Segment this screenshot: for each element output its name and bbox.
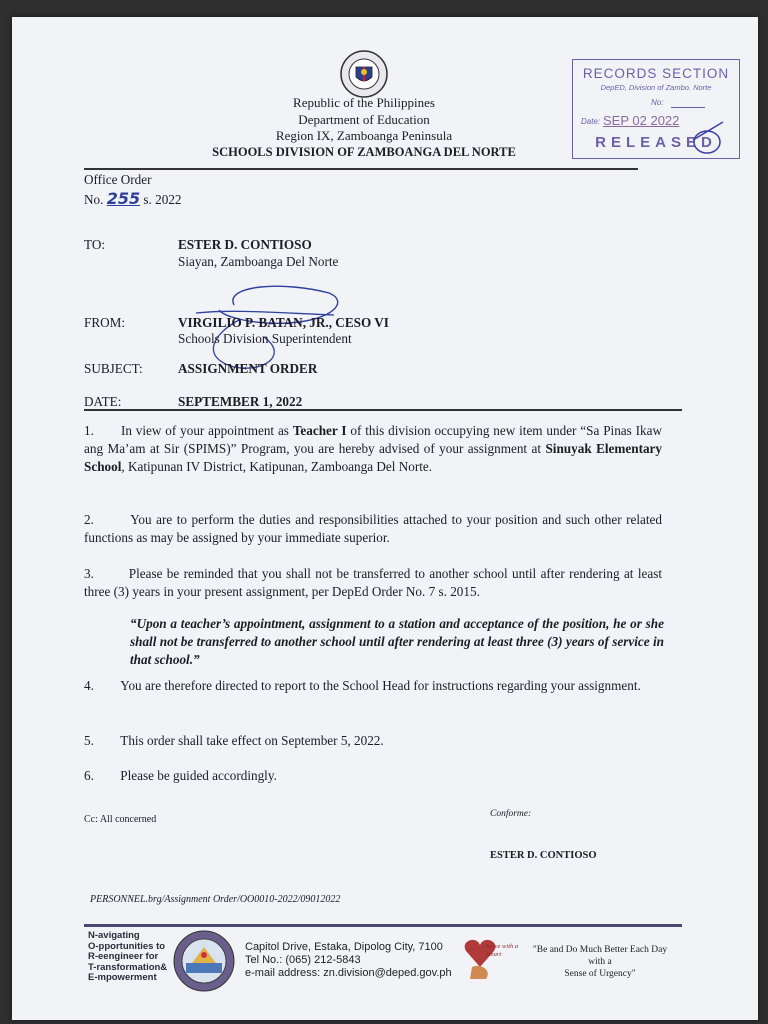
subject-label: SUBJECT: [84, 361, 143, 376]
p1-school: Sinuyak Elementary School [84, 441, 662, 474]
from-label: FROM: [84, 315, 126, 330]
p1-text-c: of this division occupying new item under “Sa Pinas Ikaw ang Ma’am at Sir (SPIMS)” Program, you are hereby advised of your assignment at [84, 423, 663, 456]
footer-rule [84, 924, 682, 927]
footer-tel: Tel No.: (065) 212-5843 [245, 954, 361, 966]
motto-line: "Be and Do Much Better Each Day [532, 945, 668, 955]
order-series: s. 2022 [143, 192, 182, 207]
stamp-subtitle: DepED, Division of Zambo. Norte [600, 83, 712, 92]
footer-address: Capitol Drive, Estaka, Dipolog City, 7100 [245, 941, 443, 953]
paragraph-2 [84, 511, 662, 547]
cc-line: Cc: All concerned [84, 814, 157, 825]
order-no-prefix: No. [84, 192, 104, 207]
p6-number: 6. [84, 768, 94, 783]
paragraph-1 [84, 422, 662, 476]
memo-rule [84, 409, 682, 411]
deped-seal-icon [339, 49, 389, 99]
stamp-title: RECORDS SECTION [582, 66, 730, 81]
order-number: 255 [106, 189, 141, 208]
from-title: Schools Division Superintendent [178, 331, 352, 346]
p2-number: 2. [84, 512, 94, 527]
p3-number: 3. [84, 566, 94, 581]
acronym-line: T-ransformation& [88, 961, 168, 973]
reference-code: PERSONNEL.brg/Assignment Order/OO0010-2022/09012022 [90, 894, 341, 905]
header-region: Region IX, Zamboanga Peninsula [275, 128, 453, 143]
p1-text-e: , Katipunan IV District, Katipunan, Zamboanga Del Norte. [121, 459, 433, 474]
to-name: ESTER D. CONTIOSO [178, 237, 312, 252]
p1-text-a: In view of your appointment as [120, 423, 293, 438]
footer-acronym [88, 931, 167, 984]
serve-heart-text: Serve with a Heart [486, 943, 519, 958]
header-republic: Republic of the Philippines [293, 95, 435, 110]
p5-number: 5. [84, 733, 94, 748]
stamp-initial-mark [683, 116, 733, 158]
conforme-label: Conforme: [490, 809, 532, 819]
conforme-name: ESTER D. CONTIOSO [490, 850, 597, 861]
footer-motto [520, 944, 680, 980]
from-name: VIRGILIO P. BATAN, JR., CESO VI [178, 315, 389, 330]
order-number-line [84, 189, 182, 208]
acronym-line: O-pportunities to [88, 940, 166, 952]
footer-email: e-mail address: zn.division@deped.gov.ph [245, 967, 452, 979]
paragraph-5 [84, 732, 662, 750]
p3-text: Please be reminded that you shall not be transferred to another school until after rendering at least three (3) years in your present assignment, per DepEd Order No. 7 s. 2015. [84, 566, 662, 599]
division-seal-icon [172, 929, 236, 993]
policy-quote: “Upon a teacher’s appointment, assignment to a station and acceptance of the position, he or she shall not be transferred to another school until after rendering at least three (3) years of service in that school.” [130, 616, 664, 667]
stamp-status: RELEASED [595, 134, 717, 151]
header-department: Department of Education [298, 112, 430, 127]
p4-number: 4. [84, 678, 94, 693]
p2-text: You are to perform the duties and responsibilities attached to your position and such other related functions as may be assigned by your immediate superior. [84, 512, 663, 545]
document-page [12, 17, 758, 1020]
stamp-date-label: Date: [581, 117, 601, 126]
motto-line: with a [588, 957, 612, 967]
paragraph-4 [84, 677, 662, 695]
p1-position: Teacher I [292, 423, 347, 438]
acronym-line: R-eengineer for [88, 951, 159, 962]
p4-text: You are therefore directed to report to the School Head for instructions regarding your assignment. [120, 678, 641, 693]
to-label: TO: [84, 237, 106, 252]
to-address: Siayan, Zamboanga Del Norte [178, 254, 339, 269]
date-value: SEPTEMBER 1, 2022 [178, 394, 303, 409]
stamp-no-label: No: [651, 98, 664, 107]
records-section-stamp [572, 59, 740, 159]
stamp-no-line [671, 107, 705, 108]
motto-line: Sense of Urgency" [564, 969, 636, 979]
paragraph-3 [84, 565, 662, 601]
date-label: DATE: [84, 394, 122, 409]
stamp-date-value: SEP 02 2022 [603, 113, 680, 128]
acronym-line: N-avigating [88, 930, 140, 941]
header-division: SCHOOLS DIVISION OF ZAMBOANGA DEL NORTE [212, 145, 516, 159]
subject-value: ASSIGNMENT ORDER [178, 361, 318, 376]
order-label: Office Order [84, 172, 152, 187]
acronym-line: E-mpowerment [88, 972, 157, 983]
p5-text: This order shall take effect on September 5, 2022. [120, 733, 384, 748]
paragraph-6 [84, 767, 662, 785]
p1-number: 1. [84, 423, 94, 438]
p6-text: Please be guided accordingly. [120, 768, 277, 783]
header-rule [84, 168, 638, 170]
